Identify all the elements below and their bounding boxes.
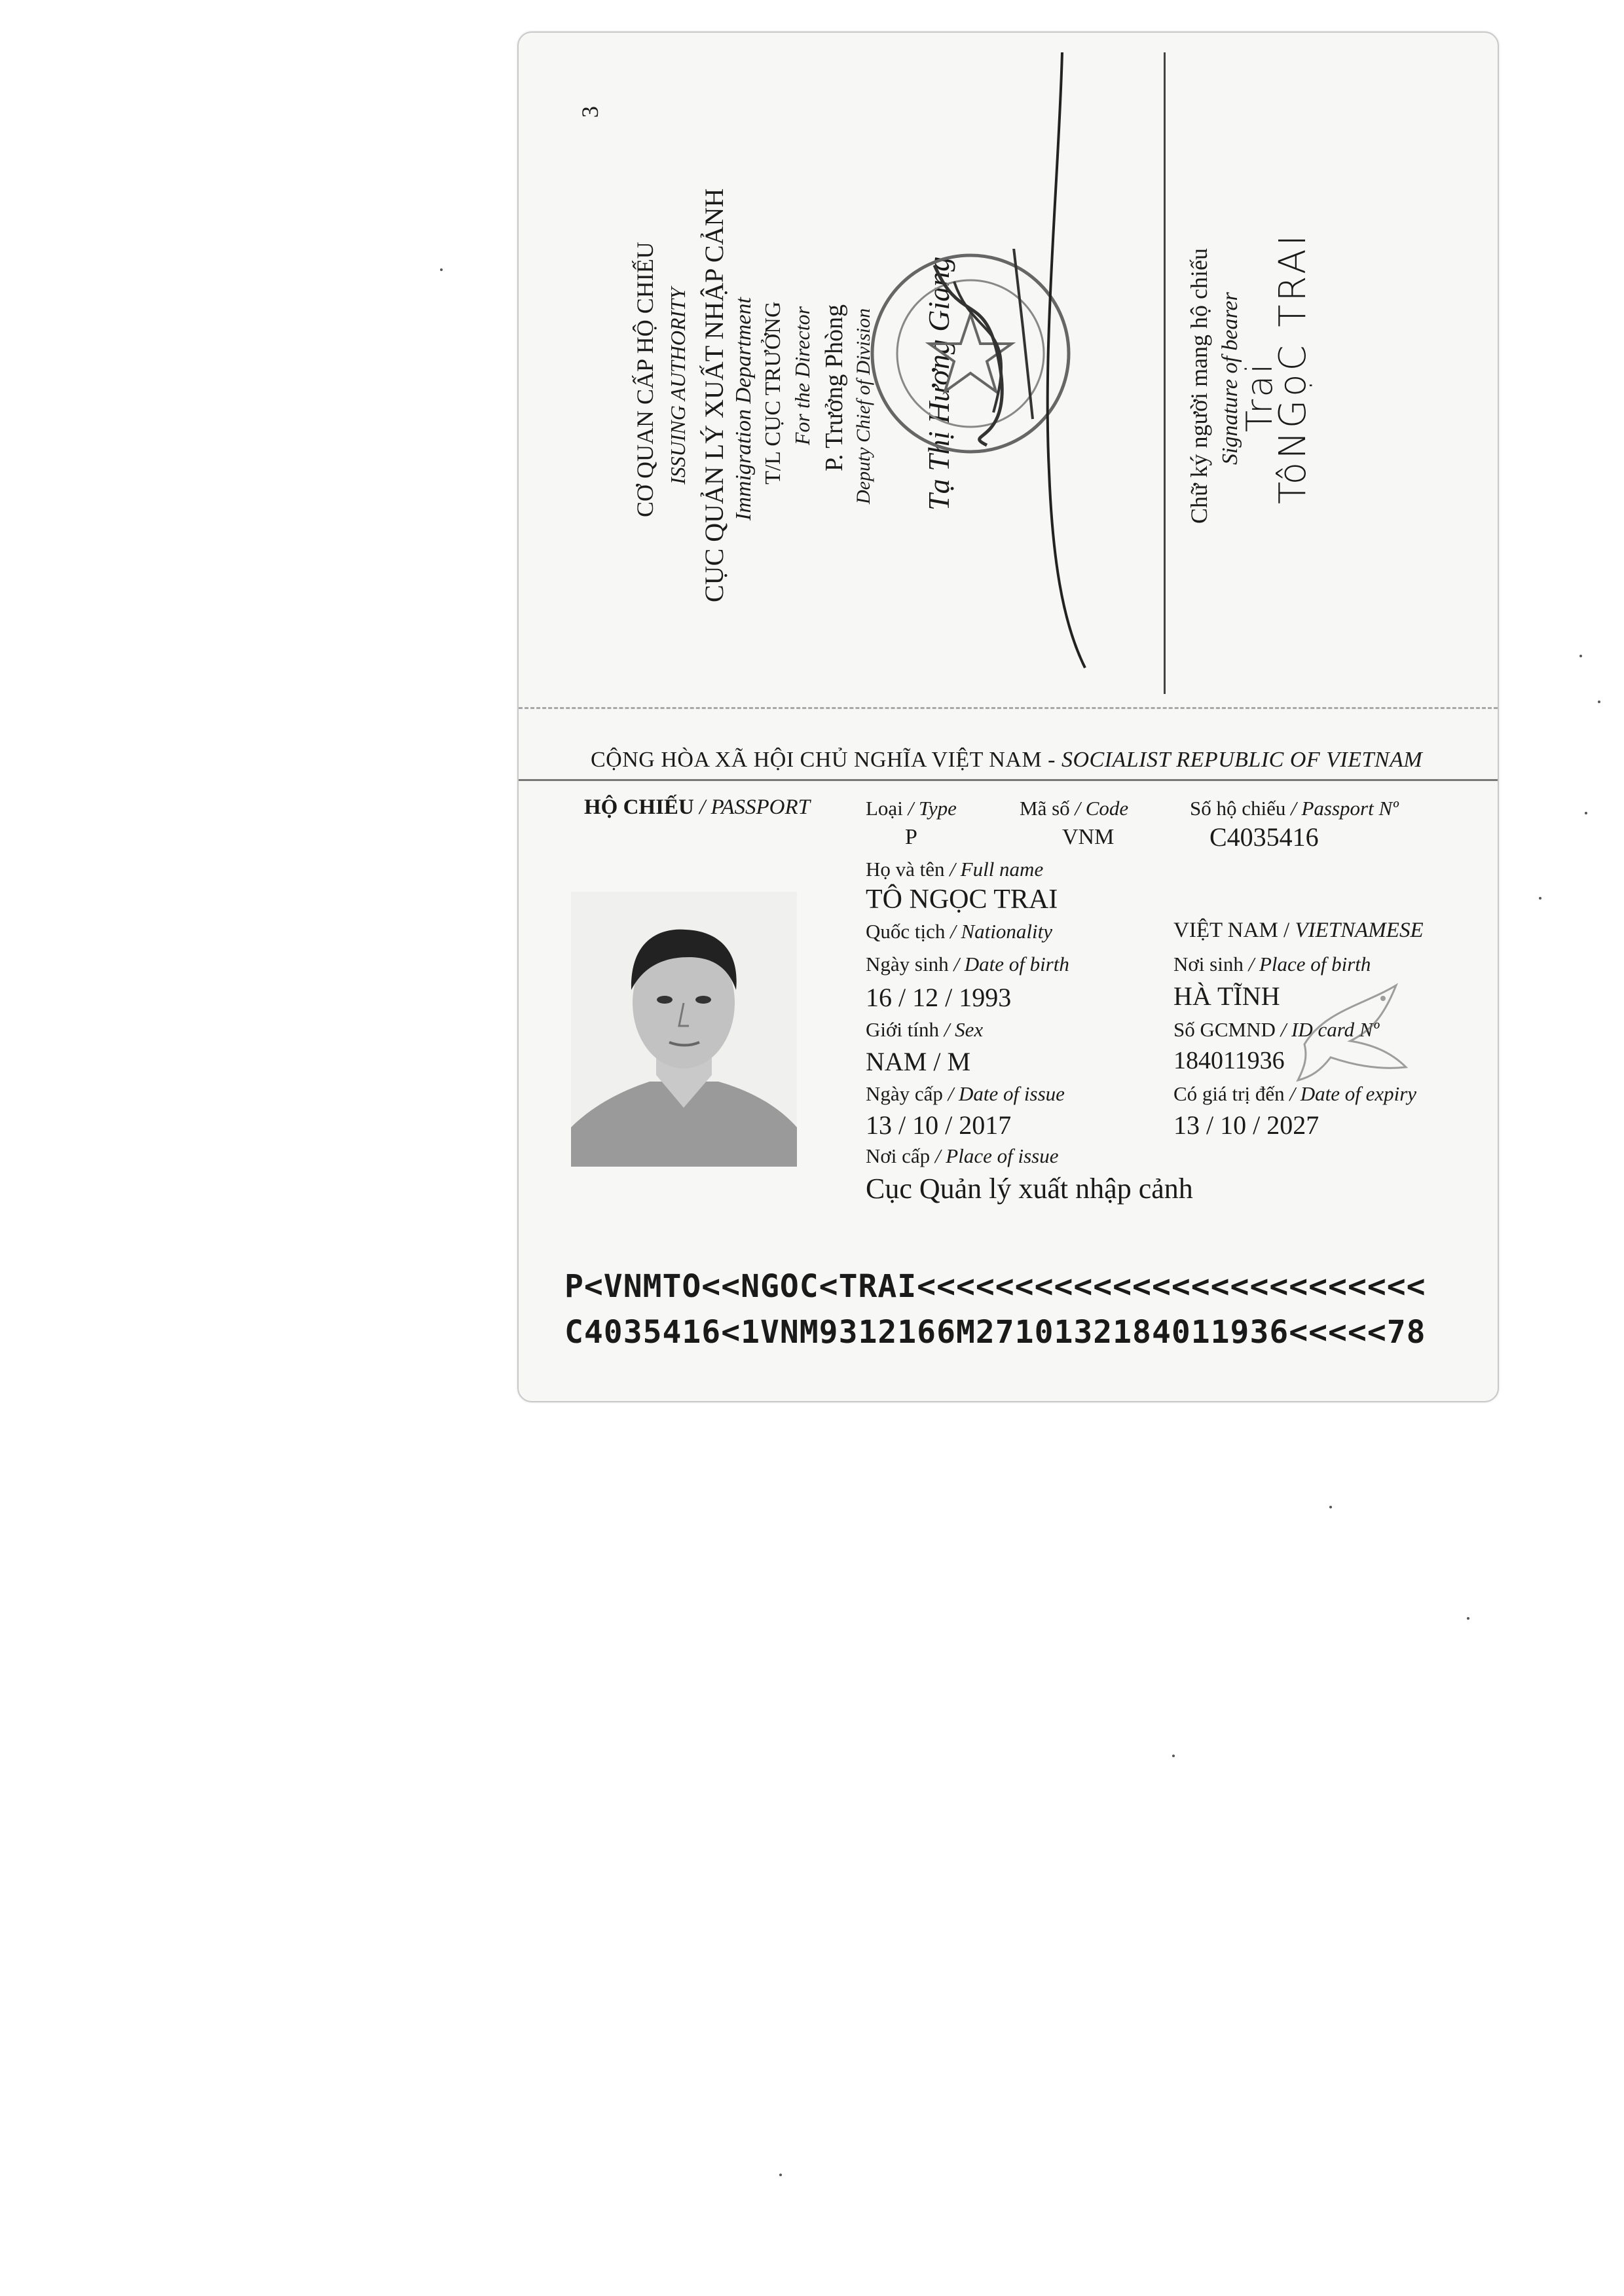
type-label	[866, 797, 957, 820]
signature-divider	[1164, 52, 1166, 694]
scan-speck	[1539, 897, 1541, 900]
department-en: Immigration Department	[731, 297, 756, 520]
mrz-line-1: P<VNMTO<<NGOC<TRAI<<<<<<<<<<<<<<<<<<<<<<<<<<	[564, 1268, 1426, 1305]
date-of-issue-value: 13 / 10 / 2017	[866, 1110, 1012, 1140]
bearer-signature-label-vn: Chữ ký người mang hộ chiếu	[1186, 247, 1212, 524]
sex-label-vn: Giới tính	[866, 1018, 939, 1041]
passport-label-en: / PASSPORT	[693, 795, 811, 819]
passport-data-page	[519, 720, 1498, 1401]
passport-number-label-en: / Passport Nº	[1285, 797, 1399, 820]
full-name-value: TÔ NGỌC TRAI	[866, 884, 1058, 915]
place-of-issue-label	[866, 1144, 1058, 1168]
scan-speck	[1579, 655, 1582, 657]
republic-heading	[591, 748, 1422, 773]
mrz-line-2: C4035416<1VNM9312166M2710132184011936<<<<<78	[564, 1314, 1426, 1351]
republic-heading-en: SOCIALIST REPUBLIC OF VIETNAM	[1061, 748, 1423, 772]
department-vn: CỤC QUẢN LÝ XUẤT NHẬP CẢNH	[699, 188, 729, 602]
type-label-vn: Loại	[866, 797, 903, 820]
nationality-label	[866, 920, 1052, 943]
passport-label	[584, 795, 810, 820]
date-of-expiry-label-vn: Có giá trị đến	[1173, 1082, 1285, 1105]
place-of-issue-label-vn: Nơi cấp	[866, 1144, 931, 1167]
issuing-authority-en: ISSUING AUTHORITY	[666, 287, 690, 484]
date-of-issue-label	[866, 1082, 1065, 1106]
sex-label	[866, 1018, 983, 1042]
full-name-label-vn: Họ và tên	[866, 858, 945, 881]
date-of-birth-label-en: / Date of birth	[948, 953, 1069, 975]
scan-speck	[1172, 1755, 1175, 1757]
date-of-expiry-label-en: / Date of expiry	[1284, 1082, 1417, 1105]
sex-value: NAM / M	[866, 1047, 971, 1076]
passport-number-label-vn: Số hộ chiếu	[1190, 797, 1286, 820]
type-label-en: / Type	[902, 797, 957, 820]
sex-label-en: / Sex	[938, 1018, 984, 1041]
date-of-birth-label	[866, 953, 1069, 976]
scan-speck	[1585, 812, 1587, 814]
date-of-expiry-value: 13 / 10 / 2027	[1173, 1110, 1320, 1140]
scan-speck	[1467, 1617, 1469, 1620]
passport-page-authority	[519, 33, 1498, 709]
place-of-issue-value: Cục Quản lý xuất nhập cảnh	[866, 1173, 1193, 1205]
nationality-value	[1173, 919, 1424, 943]
nationality-label-en: / Nationality	[945, 920, 1053, 943]
bearer-signature-mark: Trai	[1239, 361, 1280, 432]
full-name-label	[866, 858, 1043, 881]
code-label-en: / Code	[1069, 797, 1129, 820]
full-name-label-en: / Full name	[944, 858, 1044, 881]
division-vn: P. Trưởng Phòng	[821, 304, 848, 471]
republic-heading-vn: CỘNG HÒA XÃ HỘI CHỦ NGHĨA VIỆT NAM -	[591, 748, 1061, 772]
director-vn: T/L CỤC TRƯỞNG	[761, 301, 785, 484]
date-of-issue-label-en: / Date of issue	[942, 1082, 1065, 1105]
id-card-label-en: / ID card Nº	[1275, 1018, 1380, 1041]
bearer-signature-name: TôNGọC TRAI	[1272, 231, 1314, 504]
bearer-photo	[571, 892, 797, 1167]
scan-speck	[779, 2174, 782, 2176]
scan-speck	[1598, 701, 1600, 703]
code-label-vn: Mã số	[1020, 797, 1070, 820]
scan-speck	[440, 268, 443, 271]
place-of-birth-label-vn: Nơi sinh	[1173, 953, 1244, 975]
id-card-value: 184011936	[1173, 1047, 1285, 1074]
passport-scan	[517, 31, 1499, 1402]
nationality-value-vn: VIỆT NAM /	[1173, 919, 1295, 942]
official-signature-stroke	[1023, 46, 1101, 674]
official-name: Tạ Thị Hương Giang	[922, 256, 955, 511]
scan-speck	[1329, 1506, 1332, 1508]
place-of-birth-value: HÀ TĨNH	[1173, 981, 1280, 1011]
passport-number-label	[1190, 797, 1399, 820]
type-value: P	[905, 825, 917, 849]
director-en: For the Director	[790, 306, 814, 445]
date-of-birth-label-vn: Ngày sinh	[866, 953, 949, 975]
passport-label-vn: HỘ CHIẾU	[584, 795, 694, 819]
issuing-authority-vn: CƠ QUAN CẤP HỘ CHIẾU	[632, 242, 658, 517]
machine-readable-zone	[564, 1264, 1426, 1355]
nationality-label-vn: Quốc tịch	[866, 920, 946, 943]
place-of-issue-label-en: / Place of issue	[930, 1144, 1059, 1167]
page-number: 3	[577, 106, 603, 118]
passport-number-value: C4035416	[1209, 822, 1319, 852]
id-card-label-vn: Số GCMND	[1173, 1018, 1276, 1041]
dove-watermark-icon	[1285, 972, 1416, 1103]
bearer-signature-label-en: Signature of bearer	[1218, 292, 1242, 465]
date-of-issue-label-vn: Ngày cấp	[866, 1082, 943, 1105]
place-of-birth-label-en: / Place of birth	[1243, 953, 1371, 975]
header-rule	[519, 779, 1498, 781]
nationality-value-en: VIETNAMESE	[1295, 919, 1424, 942]
code-value: VNM	[1062, 825, 1115, 849]
division-en: Deputy Chief of Division	[853, 308, 874, 504]
date-of-birth-value: 16 / 12 / 1993	[866, 983, 1012, 1012]
code-label	[1020, 797, 1128, 820]
